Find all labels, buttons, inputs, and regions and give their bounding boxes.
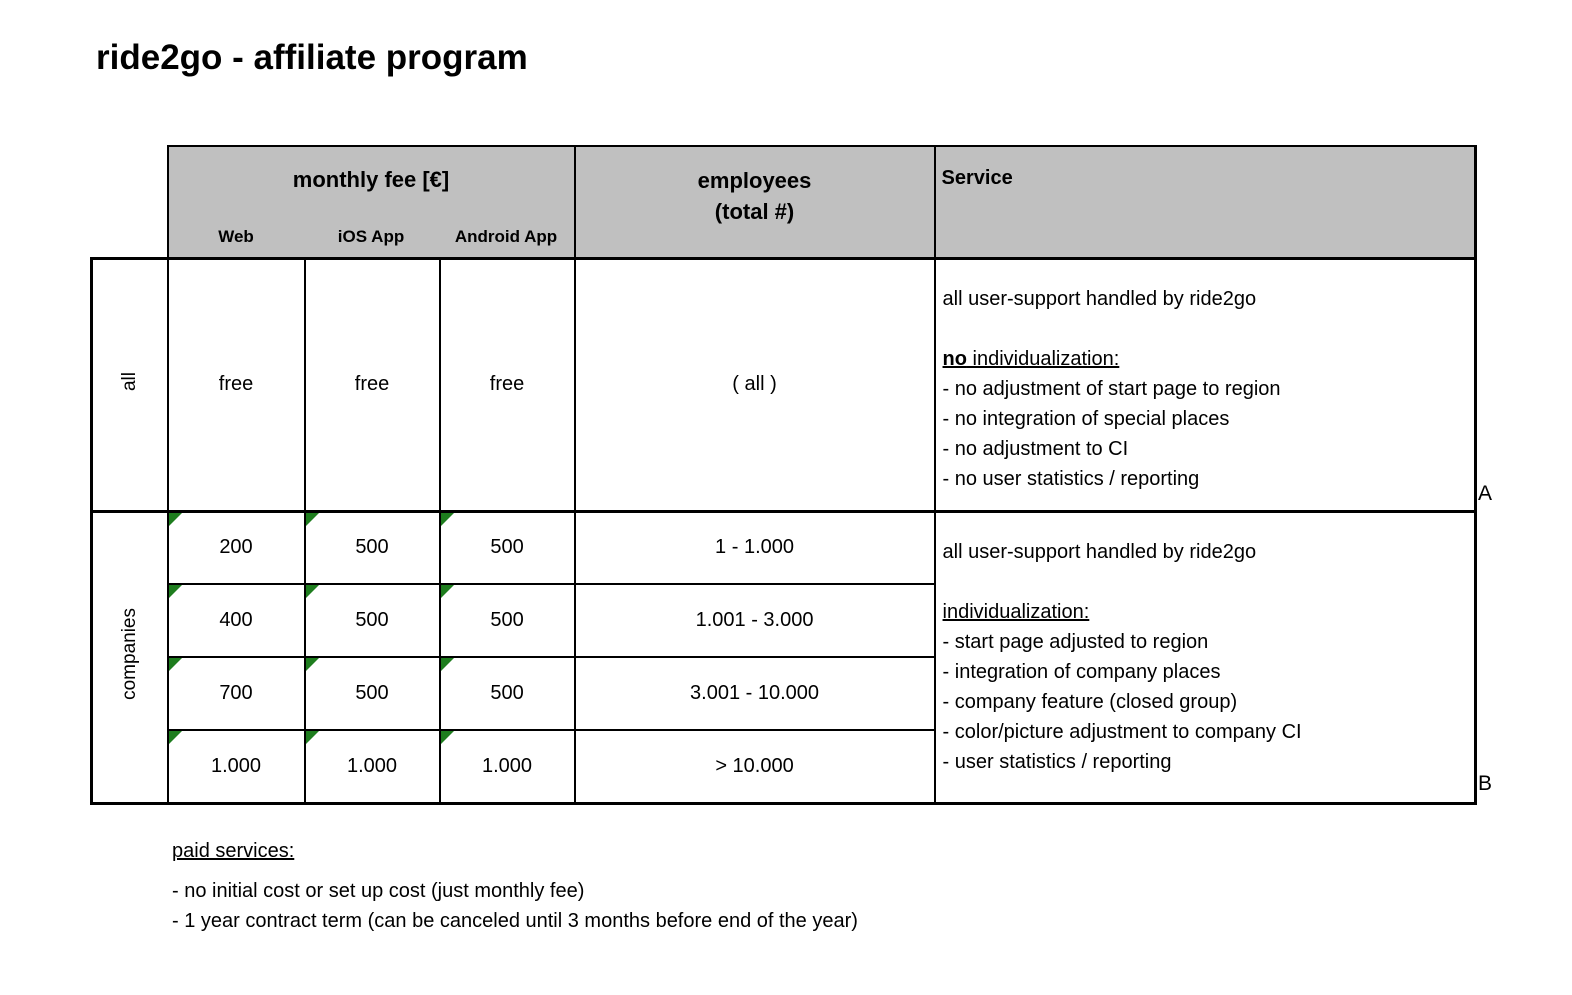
row-label-all-text: all — [118, 371, 140, 391]
cell-tier2-android-fee — [440, 584, 575, 657]
row-label-companies-text: companies — [118, 608, 140, 700]
green-triangle-icon — [306, 731, 319, 744]
column-header-android-app: Android App — [454, 226, 558, 246]
header-employees — [575, 146, 935, 258]
pricing-table — [90, 145, 1477, 805]
header-service: Service — [935, 146, 1476, 258]
service-companies-line1: all user-support handled by ride2go — [942, 540, 1257, 563]
cell-tier1-web-fee — [168, 511, 305, 584]
green-triangle-icon — [441, 585, 454, 598]
footer-notes — [172, 836, 858, 936]
service-all-item: - no integration of special places — [942, 407, 1230, 430]
table-header-row — [92, 146, 1476, 258]
green-triangle-icon — [169, 731, 182, 744]
green-triangle-icon — [169, 658, 182, 671]
header-monthly-fee — [168, 146, 575, 258]
platform-labels — [169, 227, 574, 247]
service-all-spacer — [943, 314, 1471, 344]
service-all-heading — [943, 344, 1471, 374]
tier2-android-value: 500 — [490, 609, 524, 631]
paid-services-item: - 1 year contract term (can be canceled until 3 months before end of the year) — [172, 910, 858, 932]
tier1-ios-value: 500 — [355, 536, 389, 559]
green-triangle-icon — [306, 658, 319, 671]
cell-tier1-android-fee — [440, 511, 575, 584]
column-header-web: Web — [218, 226, 254, 246]
monthly-fee-label: monthly fee [€] — [292, 167, 450, 192]
service-companies-heading: individualization: — [942, 600, 1090, 623]
cell-tier2-ios-fee — [305, 584, 440, 657]
green-triangle-icon — [441, 658, 454, 671]
table-row-all — [92, 258, 1476, 511]
cell-tier1-ios-fee — [305, 511, 440, 584]
service-all-item: - no user statistics / reporting — [942, 467, 1200, 490]
cell-tier2-employees: 1.001 - 3.000 — [575, 584, 935, 657]
cell-tier1-employees: 1 - 1.000 — [575, 511, 935, 584]
green-triangle-icon — [441, 513, 454, 526]
cell-tier3-employees: 3.001 - 10.000 — [575, 657, 935, 730]
service-companies-item: - color/picture adjustment to company CI — [942, 720, 1302, 743]
tier4-web-value: 1.000 — [210, 754, 262, 777]
service-companies-spacer — [943, 567, 1471, 597]
service-all-item: - no adjustment to CI — [942, 437, 1129, 460]
paid-services-heading: paid services: — [172, 840, 295, 862]
cell-tier4-android-fee — [440, 730, 575, 803]
green-triangle-icon — [441, 731, 454, 744]
paid-services-item: - no initial cost or set up cost (just monthly fee) — [172, 880, 585, 902]
cell-tier4-ios-fee — [305, 730, 440, 803]
cell-all-employees: ( all ) — [575, 258, 935, 511]
cell-tier3-android-fee — [440, 657, 575, 730]
tier4-android-value: 1.000 — [481, 754, 533, 777]
side-label-b: B — [1478, 772, 1493, 795]
green-triangle-icon — [169, 513, 182, 526]
employees-label-line2: (total #) — [714, 199, 795, 224]
cell-all-android-fee: free — [440, 258, 575, 511]
service-companies-item: - company feature (closed group) — [942, 690, 1238, 713]
tier1-web-value: 200 — [219, 536, 253, 559]
tier2-ios-value: 500 — [355, 609, 389, 631]
table-row-companies-tier1 — [92, 511, 1476, 584]
tier1-android-value: 500 — [490, 536, 524, 559]
cell-tier3-ios-fee — [305, 657, 440, 730]
cell-tier4-web-fee — [168, 730, 305, 803]
service-all-line1: all user-support handled by ride2go — [942, 287, 1257, 310]
column-header-ios-app: iOS App — [337, 226, 405, 246]
tier3-web-value: 700 — [219, 682, 253, 704]
cell-all-web-fee: free — [168, 258, 305, 511]
row-label-companies — [92, 511, 168, 803]
tier4-ios-value: 1.000 — [346, 754, 398, 777]
service-companies-item: - user statistics / reporting — [942, 750, 1172, 773]
service-companies-item: - start page adjusted to region — [942, 630, 1209, 653]
cell-tier2-web-fee — [168, 584, 305, 657]
service-companies-item: - integration of company places — [942, 660, 1221, 683]
page-title: ride2go - affiliate program — [96, 38, 528, 77]
header-blank-corner — [92, 146, 168, 258]
cell-tier4-employees: > 10.000 — [575, 730, 935, 803]
cell-companies-service — [935, 511, 1476, 803]
service-all-heading-bold: no — [942, 347, 967, 370]
service-all-heading-rest: individualization: — [966, 347, 1120, 370]
cell-all-ios-fee: free — [305, 258, 440, 511]
tier3-android-value: 500 — [490, 682, 524, 704]
cell-tier3-web-fee — [168, 657, 305, 730]
employees-label-line1: employees — [697, 168, 812, 193]
tier2-web-value: 400 — [219, 609, 253, 631]
tier3-ios-value: 500 — [355, 682, 389, 704]
service-all-item: - no adjustment of start page to region — [942, 377, 1281, 400]
cell-all-service — [935, 258, 1476, 511]
green-triangle-icon — [169, 585, 182, 598]
green-triangle-icon — [306, 513, 319, 526]
side-label-a: A — [1478, 482, 1493, 505]
row-label-all — [92, 258, 168, 511]
green-triangle-icon — [306, 585, 319, 598]
